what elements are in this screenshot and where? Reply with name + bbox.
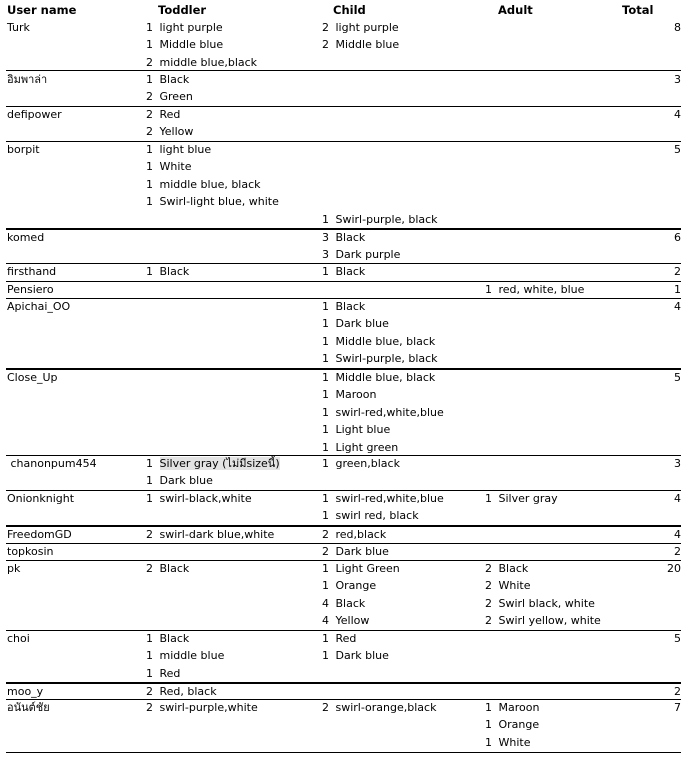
toddler-color: Red	[159, 666, 181, 680]
adult-color: Maroon	[498, 701, 540, 714]
user-name-cell: pk	[7, 562, 21, 575]
toddler-color: Red	[159, 108, 181, 121]
child-quantity: 1	[322, 317, 329, 331]
table-row	[6, 298, 681, 370]
child-quantity: 1	[322, 423, 329, 437]
child-color: Dark purple	[335, 248, 401, 262]
adult-quantity: 2	[485, 596, 492, 610]
table-row	[6, 71, 681, 107]
total-cell: 7	[674, 701, 681, 714]
child-entry	[322, 455, 400, 472]
child-color: Light blue	[335, 423, 391, 437]
toddler-entry	[146, 123, 193, 140]
toddler-quantity: 2	[146, 55, 153, 69]
user-name-cell: Apichai_OO	[7, 300, 71, 313]
toddler-color: middle blue	[159, 649, 225, 663]
child-quantity: 2	[322, 545, 329, 558]
child-entry	[322, 595, 400, 612]
adult-entry	[485, 560, 601, 577]
toddler-color: Yellow	[159, 125, 194, 139]
toddler-color: Red, black	[159, 685, 217, 698]
table-row	[6, 543, 681, 561]
adult-entry	[485, 490, 558, 507]
user-name-cell: Onionknight	[7, 492, 75, 505]
toddler-entry	[146, 630, 224, 647]
child-cell	[322, 490, 444, 525]
toddler-quantity: 1	[146, 195, 153, 209]
adult-cell	[485, 699, 539, 751]
toddler-cell	[146, 490, 252, 507]
child-quantity: 1	[322, 457, 329, 470]
child-quantity: 1	[322, 300, 329, 313]
toddler-quantity: 1	[146, 21, 153, 34]
child-entry	[322, 507, 444, 524]
toddler-quantity: 2	[146, 562, 153, 575]
child-color: Yellow	[335, 614, 370, 628]
toddler-color: White	[159, 160, 192, 174]
child-entry	[322, 386, 444, 403]
child-color: Black	[335, 265, 366, 278]
toddler-entry	[146, 699, 258, 716]
child-color: light purple	[335, 21, 399, 34]
adult-quantity: 1	[485, 283, 492, 296]
header-toddler: Toddler	[158, 3, 207, 17]
child-color: Dark blue	[335, 545, 389, 558]
child-entry	[322, 246, 400, 263]
child-entry	[322, 439, 444, 456]
toddler-quantity: 1	[146, 666, 153, 680]
toddler-color: Silver gray (ไม่มีsizeนี้)	[159, 457, 280, 470]
adult-entry	[485, 595, 601, 612]
toddler-entry	[146, 526, 274, 543]
child-quantity: 1	[322, 562, 329, 575]
table-row	[6, 455, 681, 491]
child-entry	[322, 560, 400, 577]
table-row	[6, 490, 681, 527]
user-name-cell: chanonpum454	[7, 457, 97, 470]
toddler-quantity: 2	[146, 90, 153, 104]
toddler-color: swirl-purple,white	[159, 701, 258, 714]
adult-entry	[485, 716, 539, 733]
child-quantity: 1	[322, 509, 329, 523]
total-cell: 4	[674, 300, 681, 313]
toddler-entry	[146, 71, 193, 88]
total-cell: 6	[674, 231, 681, 244]
table-row	[6, 229, 681, 264]
toddler-color: Middle blue	[159, 38, 224, 52]
total-cell: 4	[674, 108, 681, 121]
child-cell	[322, 455, 400, 472]
adult-entry	[485, 734, 539, 751]
toddler-color: swirl-dark blue,white	[159, 528, 275, 541]
toddler-color: Black	[159, 73, 190, 86]
toddler-entry	[146, 176, 279, 193]
toddler-entry	[146, 88, 193, 105]
child-entry	[322, 526, 386, 543]
child-color: Red	[335, 632, 357, 645]
child-cell	[322, 699, 436, 716]
child-quantity: 1	[322, 334, 329, 348]
child-quantity: 2	[322, 701, 329, 714]
adult-cell	[485, 560, 601, 630]
toddler-color: swirl-black,white	[159, 492, 252, 505]
toddler-quantity: 2	[146, 685, 153, 698]
toddler-color: Black	[159, 265, 190, 278]
toddler-entry	[146, 141, 279, 158]
toddler-entry	[146, 683, 217, 700]
adult-entry	[485, 577, 601, 594]
table-row	[6, 560, 681, 631]
toddler-cell	[146, 683, 217, 700]
total-cell: 20	[667, 562, 681, 575]
child-color: red,black	[335, 528, 387, 541]
user-name-cell: firsthand	[7, 265, 57, 278]
toddler-cell	[146, 106, 193, 141]
child-color: swirl-orange,black	[335, 701, 437, 714]
toddler-color: Green	[159, 90, 193, 104]
adult-quantity: 2	[485, 562, 492, 575]
table-row	[6, 281, 681, 299]
child-color: Middle blue	[335, 38, 400, 52]
total-cell: 2	[674, 265, 681, 278]
toddler-quantity: 1	[146, 457, 153, 470]
toddler-entry	[146, 455, 280, 472]
child-quantity: 1	[322, 492, 329, 505]
toddler-color: middle blue, black	[159, 177, 261, 191]
toddler-cell	[146, 455, 280, 490]
toddler-cell	[146, 141, 279, 211]
child-quantity: 4	[322, 614, 329, 628]
total-cell: 4	[674, 492, 681, 505]
toddler-quantity: 1	[146, 265, 153, 278]
table-row	[6, 699, 681, 753]
adult-color: White	[498, 579, 531, 593]
adult-entry	[485, 612, 601, 629]
adult-entry	[485, 281, 584, 298]
child-entry	[322, 350, 438, 367]
adult-quantity: 1	[485, 701, 492, 714]
child-color: Dark blue	[335, 649, 389, 663]
adult-color: Black	[498, 562, 529, 575]
child-entry	[322, 141, 438, 158]
child-entry	[322, 211, 438, 228]
child-color: Maroon	[335, 388, 377, 402]
table-row	[6, 141, 681, 230]
toddler-entry	[146, 472, 280, 489]
child-entry	[322, 577, 400, 594]
table-row	[6, 106, 681, 142]
child-entry	[322, 263, 365, 280]
toddler-cell	[146, 19, 257, 71]
child-quantity: 4	[322, 596, 329, 610]
child-color: Light Green	[335, 562, 400, 575]
header-child: Child	[333, 3, 366, 17]
child-quantity: 2	[322, 528, 329, 541]
toddler-quantity: 1	[146, 492, 153, 505]
child-color: Orange	[335, 579, 377, 593]
child-quantity: 2	[322, 38, 329, 52]
total-cell: 3	[674, 73, 681, 86]
child-cell	[322, 560, 400, 630]
child-cell	[322, 229, 400, 264]
toddler-entry	[146, 36, 257, 53]
child-color: Light green	[335, 440, 399, 454]
child-color: Black	[335, 300, 366, 313]
child-color: Swirl-purple, black	[335, 352, 438, 366]
adult-quantity: 2	[485, 579, 492, 593]
toddler-entry	[146, 54, 257, 71]
user-name-cell: Pensiero	[7, 283, 54, 296]
child-entry	[322, 490, 444, 507]
adult-color: White	[498, 735, 531, 749]
adult-cell	[485, 490, 558, 507]
toddler-entry	[146, 560, 189, 577]
header-total: Total	[622, 3, 654, 17]
table-row	[6, 526, 681, 544]
toddler-cell	[146, 630, 224, 682]
adult-cell	[485, 281, 584, 298]
child-quantity: 1	[322, 265, 329, 278]
child-quantity: 1	[322, 440, 329, 454]
user-name-cell: choi	[7, 632, 30, 645]
toddler-entry	[146, 263, 189, 280]
child-entry	[322, 647, 389, 664]
child-quantity: 3	[322, 231, 329, 244]
child-color: Swirl-purple, black	[335, 212, 438, 226]
child-entry	[322, 612, 400, 629]
toddler-quantity: 1	[146, 649, 153, 663]
child-quantity: 1	[322, 212, 329, 226]
adult-quantity: 1	[485, 492, 492, 505]
child-quantity: 3	[322, 248, 329, 262]
child-color: Middle blue, black	[335, 371, 436, 384]
toddler-quantity: 2	[146, 125, 153, 139]
child-entry	[322, 421, 444, 438]
child-entry	[322, 369, 444, 386]
child-entry	[322, 176, 438, 193]
user-name-cell: borpit	[7, 143, 40, 156]
toddler-color: Swirl-light blue, white	[159, 195, 279, 209]
user-name-cell: FreedomGD	[7, 528, 72, 541]
table-row	[6, 263, 681, 282]
adult-color: Swirl yellow, white	[498, 614, 601, 628]
total-cell: 2	[674, 685, 681, 698]
user-name-cell: อิมพาล่า	[7, 73, 48, 86]
child-quantity: 1	[322, 579, 329, 593]
adult-color: Orange	[498, 718, 540, 732]
total-cell: 2	[674, 545, 681, 558]
toddler-color: Dark blue	[159, 474, 213, 488]
toddler-quantity: 1	[146, 474, 153, 488]
child-entry	[322, 543, 389, 560]
child-quantity: 1	[322, 388, 329, 402]
total-cell: 5	[674, 371, 681, 384]
child-cell	[322, 298, 438, 368]
toddler-color: Black	[159, 562, 190, 575]
toddler-cell	[146, 699, 258, 716]
toddler-entry	[146, 158, 279, 175]
child-entry	[322, 333, 438, 350]
adult-quantity: 1	[485, 718, 492, 732]
child-cell	[322, 141, 438, 228]
user-name-cell: moo_y	[7, 685, 44, 698]
child-cell	[322, 369, 444, 456]
adult-quantity: 2	[485, 614, 492, 628]
adult-color: Silver gray	[498, 492, 558, 505]
child-color: swirl-red,white,blue	[335, 492, 444, 505]
toddler-quantity: 2	[146, 701, 153, 714]
child-entry	[322, 229, 400, 246]
child-color: green,black	[335, 457, 400, 470]
toddler-color: middle blue,black	[159, 55, 258, 69]
toddler-cell	[146, 71, 193, 106]
child-cell	[322, 263, 365, 280]
total-cell: 5	[674, 143, 681, 156]
adult-color: Swirl black, white	[498, 596, 595, 610]
child-quantity: 1	[322, 352, 329, 366]
table-row	[6, 19, 681, 71]
child-entry	[322, 404, 444, 421]
user-name-cell: defipower	[7, 108, 62, 121]
toddler-entry	[146, 19, 257, 36]
child-color: Black	[335, 231, 366, 244]
toddler-quantity: 2	[146, 528, 153, 541]
child-entry	[322, 193, 438, 210]
toddler-color: light blue	[159, 143, 212, 156]
child-color: Dark blue	[335, 317, 389, 331]
toddler-cell	[146, 560, 189, 577]
table-row	[6, 630, 681, 684]
total-cell: 3	[674, 457, 681, 470]
child-entry	[322, 699, 436, 716]
toddler-quantity: 1	[146, 632, 153, 645]
user-name-cell: อนันต์ชัย	[7, 701, 50, 714]
toddler-color: light purple	[159, 21, 223, 34]
toddler-entry	[146, 490, 252, 507]
toddler-quantity: 1	[146, 38, 153, 52]
total-cell: 8	[674, 21, 681, 34]
child-quantity: 1	[322, 649, 329, 663]
child-entry	[322, 630, 389, 647]
toddler-quantity: 1	[146, 73, 153, 86]
child-entry	[322, 315, 438, 332]
child-cell	[322, 526, 386, 543]
child-quantity: 2	[322, 21, 329, 34]
toddler-quantity: 1	[146, 160, 153, 174]
user-name-cell: topkosin	[7, 545, 54, 558]
child-quantity: 1	[322, 632, 329, 645]
child-color: Black	[335, 596, 366, 610]
toddler-entry	[146, 106, 193, 123]
child-entry	[322, 158, 438, 175]
user-name-cell: komed	[7, 231, 45, 244]
adult-quantity: 1	[485, 735, 492, 749]
child-color: Middle blue, black	[335, 334, 436, 348]
child-quantity: 1	[322, 405, 329, 419]
user-name-cell: Turk	[7, 21, 30, 34]
toddler-color: Black	[159, 632, 190, 645]
adult-entry	[485, 699, 539, 716]
total-cell: 1	[674, 283, 681, 296]
toddler-entry	[146, 647, 224, 664]
table-row	[6, 369, 681, 456]
child-entry	[322, 36, 399, 53]
table-row	[6, 683, 681, 700]
adult-color: red, white, blue	[498, 283, 585, 296]
toddler-entry	[146, 665, 224, 682]
child-quantity: 1	[322, 371, 329, 384]
child-cell	[322, 543, 389, 560]
toddler-quantity: 1	[146, 177, 153, 191]
child-entry	[322, 19, 399, 36]
toddler-quantity: 2	[146, 108, 153, 121]
toddler-quantity: 1	[146, 143, 153, 156]
child-entry	[322, 298, 438, 315]
toddler-cell	[146, 263, 189, 280]
total-cell: 4	[674, 528, 681, 541]
child-color: swirl-red,white,blue	[335, 405, 444, 419]
header-adult: Adult	[498, 3, 533, 17]
child-cell	[322, 630, 389, 665]
child-cell	[322, 19, 399, 54]
toddler-entry	[146, 193, 279, 210]
toddler-cell	[146, 526, 274, 543]
child-color: swirl red, black	[335, 509, 419, 523]
total-cell: 5	[674, 632, 681, 645]
header-user-name: User name	[7, 3, 77, 17]
user-name-cell: Close_Up	[7, 371, 58, 384]
